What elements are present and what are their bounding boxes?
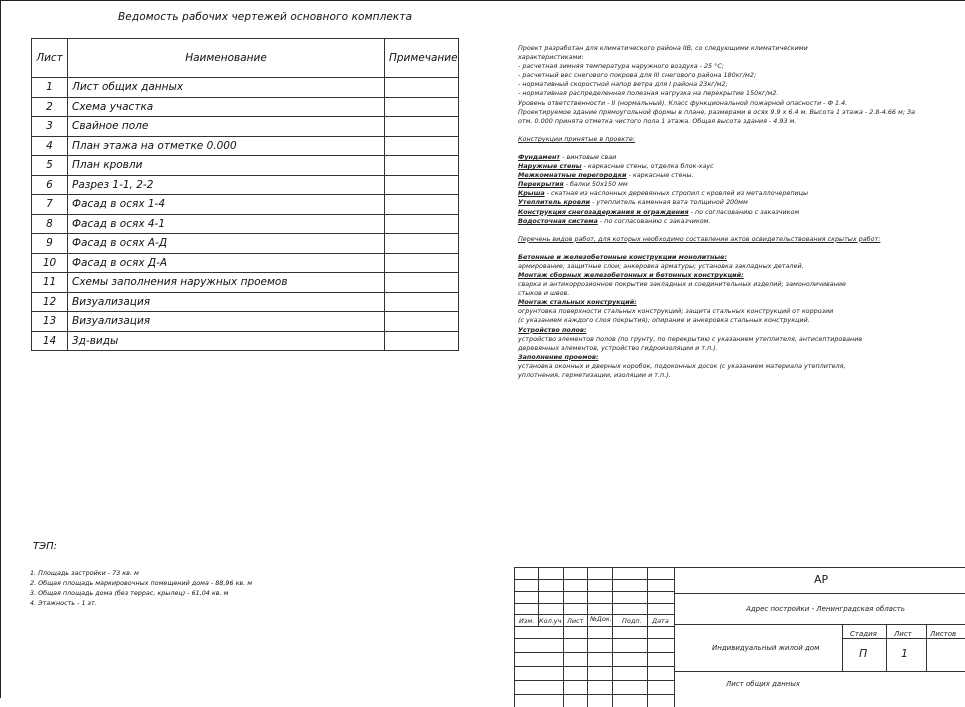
- tep-item: 3. Общая площадь дома (без террас, крылец) - 61,04 кв. м: [30, 589, 229, 597]
- table-row: [32, 331, 459, 351]
- row-number: 10: [32, 253, 68, 273]
- construction-label: Крыша: [518, 189, 545, 198]
- sheet-list-table: [31, 38, 459, 351]
- construction-label: Фундамент: [518, 152, 561, 161]
- row-number: 8: [32, 214, 68, 234]
- general-notes: [518, 44, 958, 380]
- work-item-line: армирование; защитные слои; анкеровка арматуры; установка закладных деталей.: [518, 261, 804, 270]
- frame-top-border: [0, 0, 965, 1]
- stamp-col-ndok: №Док.: [590, 615, 612, 623]
- stamp-line: [647, 567, 648, 707]
- note-intro-line: Проект разработан для климатического района IIВ, со следующими климатическими: [518, 44, 808, 52]
- stamp-line: [514, 567, 965, 568]
- stamp-col-kol: Кол.уч: [539, 617, 562, 625]
- note-intro-line: - нормативный скоростной напор ветра для I района 23кг/м2;: [518, 80, 728, 89]
- stamp-sheets-label: Листов: [930, 630, 957, 638]
- row-note: [385, 292, 459, 312]
- work-item-line: (с указанием каждого слоя покрытия); опирание и анкеровка стальных конструкций.: [518, 316, 810, 325]
- work-item-line: деревянных элементов, устройство гидроизоляции и т.п.).: [518, 343, 718, 352]
- stamp-line: [612, 567, 613, 707]
- work-item-line: уплотнения, герметизации, изоляции и т.п.).: [518, 371, 671, 379]
- table-row: [32, 292, 459, 312]
- row-name: 3д-виды: [68, 331, 385, 351]
- note-intro-line: - расчетная зимняя температура наружного воздуха - 25 °С;: [518, 62, 724, 71]
- stamp-stage-value: П: [859, 647, 868, 660]
- stamp-line: [514, 666, 674, 667]
- work-item-label: [518, 353, 958, 362]
- row-number: 4: [32, 136, 68, 156]
- header-sheet: Лист: [32, 39, 68, 78]
- row-number: 3: [32, 117, 68, 137]
- table-row: [32, 156, 459, 176]
- stamp-col-data: Дата: [652, 617, 669, 625]
- note-intro-line: - нормативная распределенная полезная нагрузка на перекрытие 150кг/м2.: [518, 89, 779, 98]
- construction-text: - винтовые сваи: [560, 152, 617, 161]
- construction-text: - каркасные стены.: [626, 171, 694, 180]
- row-number: 2: [32, 97, 68, 117]
- row-name: План кровли: [68, 156, 385, 176]
- construction-text: - утеплитель каменная вата толщиной 200мм: [590, 198, 748, 207]
- work-item-label: [518, 253, 958, 262]
- stamp-line: [842, 624, 843, 671]
- table-header-row: [32, 39, 459, 78]
- row-note: [385, 78, 459, 98]
- row-note: [385, 136, 459, 156]
- note-intro-line: характеристиками:: [518, 53, 584, 62]
- table-row: [32, 136, 459, 156]
- row-name: Фасад в осях А-Д: [68, 234, 385, 254]
- tep-item: 4. Этажность - 1 эт.: [30, 599, 97, 607]
- stamp-sheet-name: Лист общих данных: [726, 680, 801, 688]
- stamp-stage-label: Стадия: [850, 630, 877, 638]
- stamp-address: Адрес постройки - Ленинградская область: [746, 605, 906, 613]
- construction-item: [518, 198, 958, 207]
- header-note: Примечание: [385, 39, 459, 78]
- table-row: [32, 78, 459, 98]
- table-row: [32, 253, 459, 273]
- tep-title: ТЭП:: [33, 541, 57, 552]
- stamp-line: [514, 567, 515, 707]
- row-name: Визуализация: [68, 312, 385, 332]
- table-row: [32, 214, 459, 234]
- title-block: [514, 567, 965, 707]
- construction-item: [518, 171, 958, 180]
- stamp-col-list: Лист: [567, 617, 584, 625]
- table-row: [32, 234, 459, 254]
- stamp-line: [514, 694, 674, 695]
- stamp-line: [514, 626, 674, 627]
- row-note: [385, 234, 459, 254]
- row-note: [385, 214, 459, 234]
- work-item-line: сварка и антикоррозионное покрытие закладных и соединительных изделий; замоноличивание: [518, 280, 846, 289]
- work-item-label: [518, 298, 958, 307]
- construction-item: [518, 189, 958, 198]
- row-note: [385, 312, 459, 332]
- row-number: 5: [32, 156, 68, 176]
- stamp-line: [587, 567, 588, 707]
- work-label: Заполнение проемов:: [518, 352, 599, 361]
- construction-text: - по согласованию с заказчиком.: [597, 216, 711, 225]
- row-note: [385, 331, 459, 351]
- table-row: [32, 273, 459, 293]
- stamp-line: [886, 624, 887, 671]
- row-name: Фасад в осях 4-1: [68, 214, 385, 234]
- stamp-line: [563, 567, 564, 707]
- row-name: Схема участка: [68, 97, 385, 117]
- stamp-object: Индивидуальный жилой дом: [712, 644, 820, 652]
- stamp-line: [514, 680, 674, 681]
- construction-label: Водосточная система: [518, 216, 598, 225]
- stamp-line: [675, 671, 965, 672]
- row-number: 13: [32, 312, 68, 332]
- row-name: Лист общих данных: [68, 78, 385, 98]
- construction-label: Наружные стены: [518, 162, 582, 171]
- row-name: Визуализация: [68, 292, 385, 312]
- construction-label: Конструкция снегозадержания и ограждения: [518, 207, 689, 216]
- row-note: [385, 195, 459, 215]
- row-name: Свайное поле: [68, 117, 385, 137]
- work-item-line: огрунтовка поверхности стальных конструкций; защита стальных конструкций от коррозии: [518, 307, 834, 316]
- work-label: Монтаж сборных железобетонных и бетонных конструкций:: [518, 270, 744, 279]
- stamp-line: [514, 652, 674, 653]
- work-label: Монтаж стальных конструкций:: [518, 298, 637, 307]
- works-title: Перечень видов работ, для которых необходимо составление актов освидетельствования скрытых работ:: [518, 234, 881, 243]
- stamp-line: [675, 593, 965, 594]
- work-item-line: установка оконных и дверных коробок, подоконных досок (с указанием материала утеплителя,: [518, 361, 846, 370]
- construction-item: [518, 180, 958, 189]
- construction-item: [518, 208, 958, 217]
- row-note: [385, 156, 459, 176]
- row-number: 7: [32, 195, 68, 215]
- row-note: [385, 273, 459, 293]
- work-item-line: стыков и швов.: [518, 289, 570, 298]
- tep-item: 1. Площадь застройки - 73 кв. м: [30, 569, 139, 577]
- table-row: [32, 117, 459, 137]
- note-intro-line: Уровень ответственности - II (нормальный). Класс функциональной пожарной опасности - Ф 1.4.: [518, 98, 848, 107]
- tep-list: [30, 568, 252, 608]
- row-number: 6: [32, 175, 68, 195]
- row-note: [385, 117, 459, 137]
- stamp-line: [842, 638, 965, 639]
- construction-item: [518, 217, 958, 226]
- constructions-title: Конструкции принятые в проекте:: [518, 134, 635, 143]
- row-number: 1: [32, 78, 68, 98]
- work-item-label: [518, 326, 958, 335]
- work-label: Бетонные и железобетонные конструкции монолитные:: [518, 252, 728, 261]
- note-intro-line: Проектируемое здание прямоугольной формы в плане, размерами в осях 9.9 х 6.4 м. Высота 1 этажа - 2.8-4.66 м; За: [518, 107, 916, 116]
- row-name: Фасад в осях 1-4: [68, 195, 385, 215]
- construction-item: [518, 162, 958, 171]
- stamp-sheet-value: 1: [901, 647, 908, 660]
- table-row: [32, 97, 459, 117]
- row-name: Разрез 1-1, 2-2: [68, 175, 385, 195]
- stamp-line: [675, 624, 965, 625]
- work-label: Устройство полов:: [518, 325, 587, 334]
- row-number: 11: [32, 273, 68, 293]
- stamp-line: [926, 624, 927, 671]
- stamp-sheet-label: Лист: [894, 630, 912, 638]
- stamp-col-podp: Подп.: [622, 617, 642, 625]
- header-name: Наименование: [68, 39, 385, 78]
- row-note: [385, 175, 459, 195]
- note-intro-line: отм. 0.000 принята отметка чистого пола 1 этажа. Общая высота здания - 4.93 м.: [518, 116, 797, 125]
- sheet-list-title: Ведомость рабочих чертежей основного комплекта: [118, 11, 413, 23]
- construction-text: - скатная из наслонных деревянных стропил с кровлей из металлочерепицы: [544, 189, 809, 198]
- construction-label: Межкомнатные перегородки: [518, 171, 627, 180]
- stamp-line: [514, 638, 674, 639]
- table-row: [32, 312, 459, 332]
- construction-text: - балки 50х150 мм: [563, 180, 628, 189]
- note-intro-line: - расчетный вес снегового покрова для III снегового района 180кг/м2;: [518, 71, 757, 80]
- row-name: План этажа на отметке 0.000: [68, 136, 385, 156]
- tep-item: 2. Общая площадь маркировочных помещений дома - 88,96 кв. м: [30, 579, 253, 587]
- row-note: [385, 253, 459, 273]
- work-item-label: [518, 271, 958, 280]
- row-number: 14: [32, 331, 68, 351]
- construction-label: Перекрытия: [518, 180, 564, 189]
- stamp-code: АР: [814, 573, 829, 586]
- row-note: [385, 97, 459, 117]
- construction-text: - каркасные стены, отделка блок-хаус: [581, 162, 714, 171]
- row-number: 9: [32, 234, 68, 254]
- construction-item: [518, 153, 958, 162]
- row-number: 12: [32, 292, 68, 312]
- stamp-line: [674, 567, 675, 707]
- frame-left-border: [0, 0, 1, 698]
- table-row: [32, 195, 459, 215]
- table-row: [32, 175, 459, 195]
- row-name: Фасад в осях Д-А: [68, 253, 385, 273]
- stamp-col-izm: Изм.: [519, 617, 535, 625]
- row-name: Схемы заполнения наружных проемов: [68, 273, 385, 293]
- construction-label: Утеплитель кровли: [518, 198, 591, 207]
- work-item-line: устройство элементов полов (по грунту, по перекрытию с указанием утеплителя, антисептирование: [518, 334, 863, 343]
- construction-text: - по согласованию с заказчиком: [688, 207, 800, 216]
